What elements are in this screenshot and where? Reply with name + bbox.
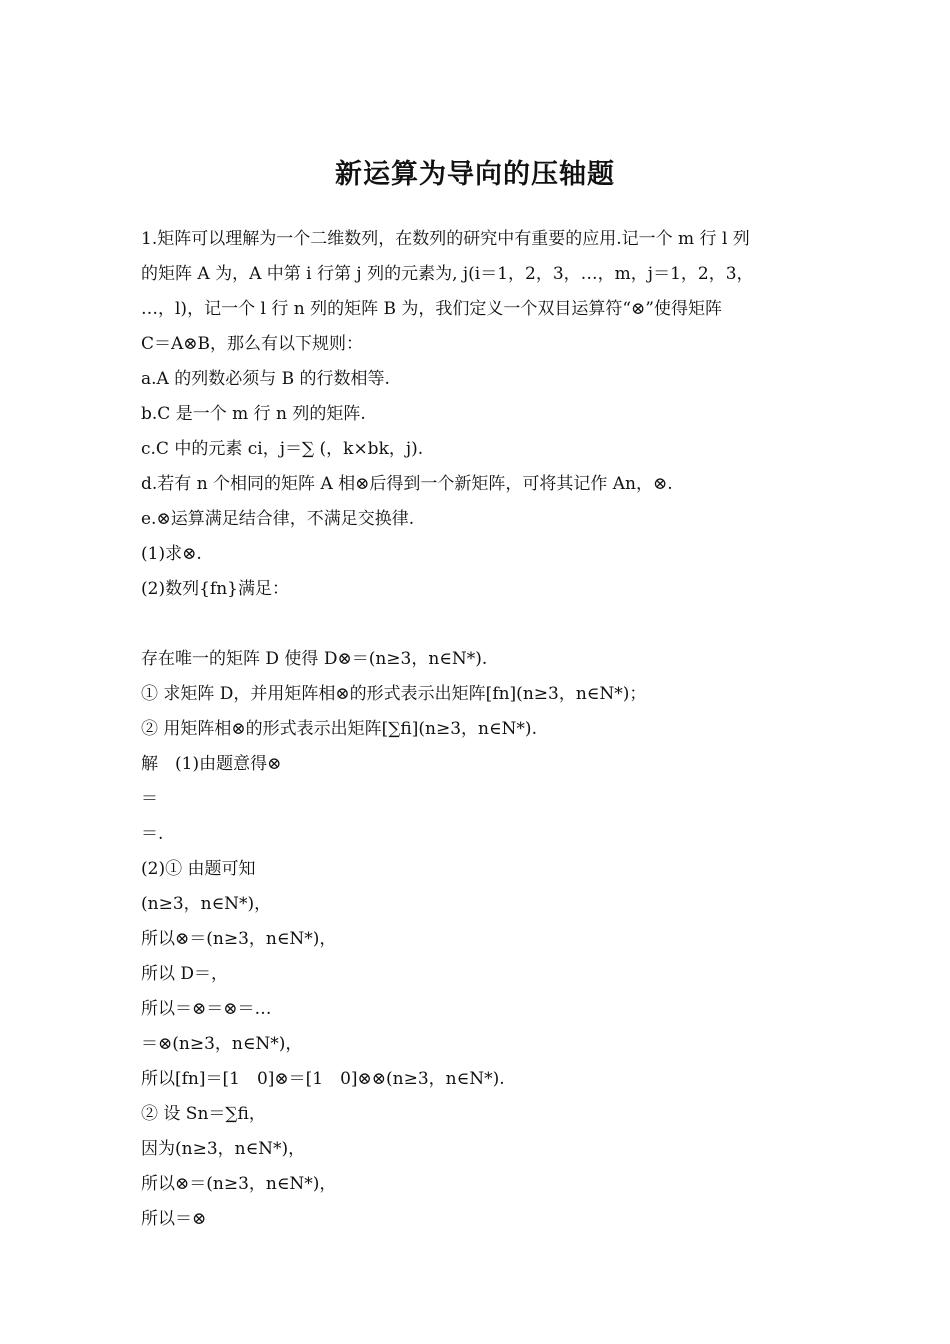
text-line: 存在唯一的矩阵 D 使得 D⊗＝(n≥3，n∈N*). xyxy=(141,649,488,669)
text-line: 所以＝⊗ xyxy=(141,1209,207,1229)
blank-line xyxy=(141,607,813,642)
text-line: ＝⊗(n≥3，n∈N*)， xyxy=(141,1034,303,1054)
text-line: e.⊗运算满足结合律，不满足交换律. xyxy=(141,509,415,529)
text-line: C＝A⊗B，那么有以下规则： xyxy=(141,334,364,354)
text-line: 所以[fn]＝[1 0]⊗＝[1 0]⊗⊗(n≥3，n∈N*). xyxy=(141,1069,505,1089)
text-line: b.C 是一个 m 行 n 列的矩阵. xyxy=(141,404,366,424)
text-line: (2)① 由题可知 xyxy=(141,859,256,879)
text-line: (1)求⊗. xyxy=(141,544,202,564)
text-line: 1.矩阵可以理解为一个二维数列，在数列的研究中有重要的应用.记一个 m 行 l 列 xyxy=(141,229,750,249)
page-title: 新运算为导向的压轴题 xyxy=(335,159,615,190)
text-line: c.C 中的元素 ci，j＝∑ (，k×bk，j). xyxy=(141,439,424,459)
text-line: 所以＝⊗＝⊗＝… xyxy=(141,999,272,1019)
document-body xyxy=(141,222,813,1237)
text-line: ② 设 Sn＝∑fi， xyxy=(141,1104,266,1124)
text-line: a.A 的列数必须与 B 的行数相等. xyxy=(141,369,390,389)
text-line: (n≥3，n∈N*)， xyxy=(141,894,272,914)
text-line: 解 (1)由题意得⊗ xyxy=(141,754,282,774)
text-line: 所以⊗＝(n≥3，n∈N*)， xyxy=(141,929,337,949)
text-line: (2)数列{fn}满足： xyxy=(141,579,289,599)
text-line: 因为(n≥3，n∈N*)， xyxy=(141,1139,306,1159)
text-line: ② 用矩阵相⊗的形式表示出矩阵[∑fi](n≥3，n∈N*). xyxy=(141,719,537,739)
text-line: ＝. xyxy=(141,824,164,844)
text-line: 所以 D＝， xyxy=(141,964,229,984)
text-line: d.若有 n 个相同的矩阵 A 相⊗后得到一个新矩阵，可将其记作 An，⊗. xyxy=(141,474,673,494)
text-line: 所以⊗＝(n≥3，n∈N*)， xyxy=(141,1174,337,1194)
text-line: …，l)，记一个 l 行 n 列的矩阵 B 为，我们定义一个双目运算符“⊗”使得矩阵 xyxy=(141,299,722,319)
text-line: ＝ xyxy=(141,789,158,809)
text-line: ① 求矩阵 D，并用矩阵相⊗的形式表示出矩阵[fn](n≥3，n∈N*)； xyxy=(141,684,647,704)
text-line: 的矩阵 A 为，A 中第 i 行第 j 列的元素为, j(i＝1，2，3，…，m，j＝1，2，3， xyxy=(141,264,754,284)
